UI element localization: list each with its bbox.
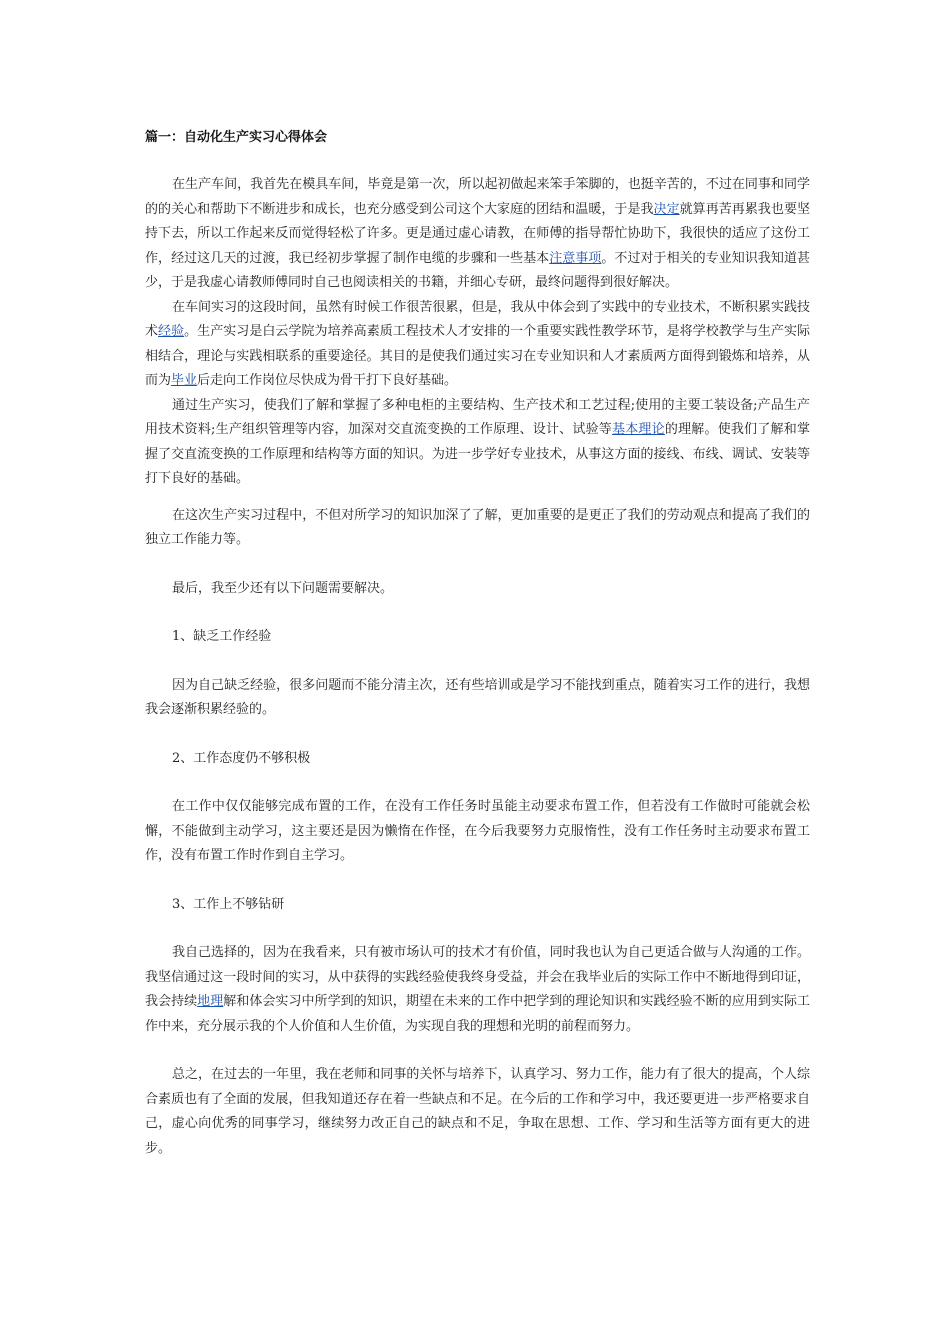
document-title: 篇一：自动化生产实习心得体会 <box>145 130 328 145</box>
heading-3: 3、工作上不够钻研 <box>172 896 285 912</box>
paragraph-3-text-a: 通过生产实习，使我们了解和掌握了多种电柜的主要结构、生产技术和工艺过程;使用的主要工装设备;产品生产用技术资料;生产组织管理等内容，加深对交直流变换的工作原理、设计、试验等 <box>145 397 810 437</box>
paragraph-5: 最后，我至少还有以下问题需要解决。 <box>172 580 394 596</box>
link-geography[interactable]: 地理 <box>197 994 224 1009</box>
paragraph-4: 在这次生产实习过程中，不但对所学习的知识加深了了解，更加重要的是更正了我们的劳动观点和提高了我们的独立工作能力等。 <box>145 507 810 547</box>
link-graduation[interactable]: 毕业 <box>171 373 198 388</box>
link-basic-theory[interactable]: 基本理论 <box>612 422 665 437</box>
paragraph-8-text-b: 解和体会实习中所学到的知识，期望在未来的工作中把学到的理论知识和实践经验不断的应用到实际工作中来，充分展示我的个人价值和人生价值，为实现自我的理想和光明的前程而努力。 <box>145 994 810 1034</box>
paragraph-1 <box>145 173 810 296</box>
paragraph-7: 在工作中仅仅能够完成布置的工作，在没有工作任务时虽能主动要求布置工作，但若没有工作做时可能就会松懈，不能做到主动学习，这主要还是因为懒惰在作怪，在今后我要努力克服惰性，没有工作任务时主动要求布置工作，没有布置工作时作到自主学习。 <box>145 799 810 863</box>
paragraph-2 <box>145 296 810 394</box>
paragraph-2-text-b: 。生产实习是白云学院为培养高素质工程技术人才安排的一个重要实践性教学环节，是将学校教学与生产实际相结合，理论与实践相联系的重要途径。其目的是使我们通过实习在专业知识和人才素质两方面得到锻炼和培养，从而为 <box>145 324 810 388</box>
paragraph-3 <box>145 394 810 492</box>
paragraph-1-text-a: 在生产车间，我首先在模具车间，毕竟是第一次，所以起初做起来笨手笨脚的，也挺辛苦的，不过在同事和同学的的关心和帮助下不断进步和成长，也充分感受到公司这个大家庭的团结和温暖，于是我 <box>145 177 810 217</box>
document-page <box>145 127 810 1161</box>
link-experience[interactable]: 经验 <box>158 324 185 339</box>
heading-2: 2、工作态度仍不够积极 <box>172 750 311 766</box>
paragraph-2-text-a: 在车间实习的这段时间，虽然有时候工作很苦很累，但是，我从中体会到了实践中的专业技术，不断积累实践技术 <box>145 299 810 339</box>
link-decision[interactable]: 决定 <box>653 201 680 217</box>
paragraph-6: 因为自己缺乏经验，很多问题而不能分清主次，还有些培训或是学习不能找到重点，随着实习工作的进行，我想我会逐渐积累经验的。 <box>145 677 810 717</box>
paragraph-8 <box>145 941 810 1039</box>
paragraph-1-text-b: 就算再苦再累我也要坚持下去，所以工作起来反而觉得轻松了许多。更是通过虚心请教，在师傅的指导帮忙协助下，我很快的适应了这份工作，经过这几天的过渡，我已经初步掌握了制作电缆的步骤和一些基本 <box>145 201 810 266</box>
heading-1: 1、缺乏工作经验 <box>172 629 272 644</box>
paragraph-2-text-c: 后走向工作岗位尽快成为骨干打下良好基础。 <box>197 373 458 388</box>
paragraph-1-text-c: 。不过对于相关的专业知识我知道甚少，于是我虚心请教师傅同时自己也阅读相关的书籍，并细心专研，最终问题得到很好解决。 <box>145 250 810 290</box>
paragraph-8-text-a: 我自己选择的，因为在我看来，只有被市场认可的技术才有价值，同时我也认为自己更适合做与人沟通的工作。我坚信通过这一段时间的实习，从中获得的实践经验使我终身受益，并会在我毕业后的实际工作中不断地得到印证，我会持续 <box>145 945 810 1009</box>
paragraph-3-text-b: 的理解。使我们了解和掌握了交直流变换的工作原理和结构等方面的知识。为进一步学好专业技术，从事这方面的接线、布线、调试、安装等打下良好的基础。 <box>145 422 810 486</box>
link-precautions[interactable]: 注意事项 <box>549 250 602 266</box>
paragraph-9: 总之，在过去的一年里，我在老师和同事的关怀与培养下，认真学习、努力工作，能力有了很大的提高，个人综合素质也有了全面的发展，但我知道还存在着一些缺点和不足。在今后的工作和学习中，我还要更进一步严格要求自己，虚心向优秀的同事学习，继续努力改正自己的缺点和不足，争取在思想、工作、学习和生活等方面有更大的进步。 <box>145 1067 810 1156</box>
